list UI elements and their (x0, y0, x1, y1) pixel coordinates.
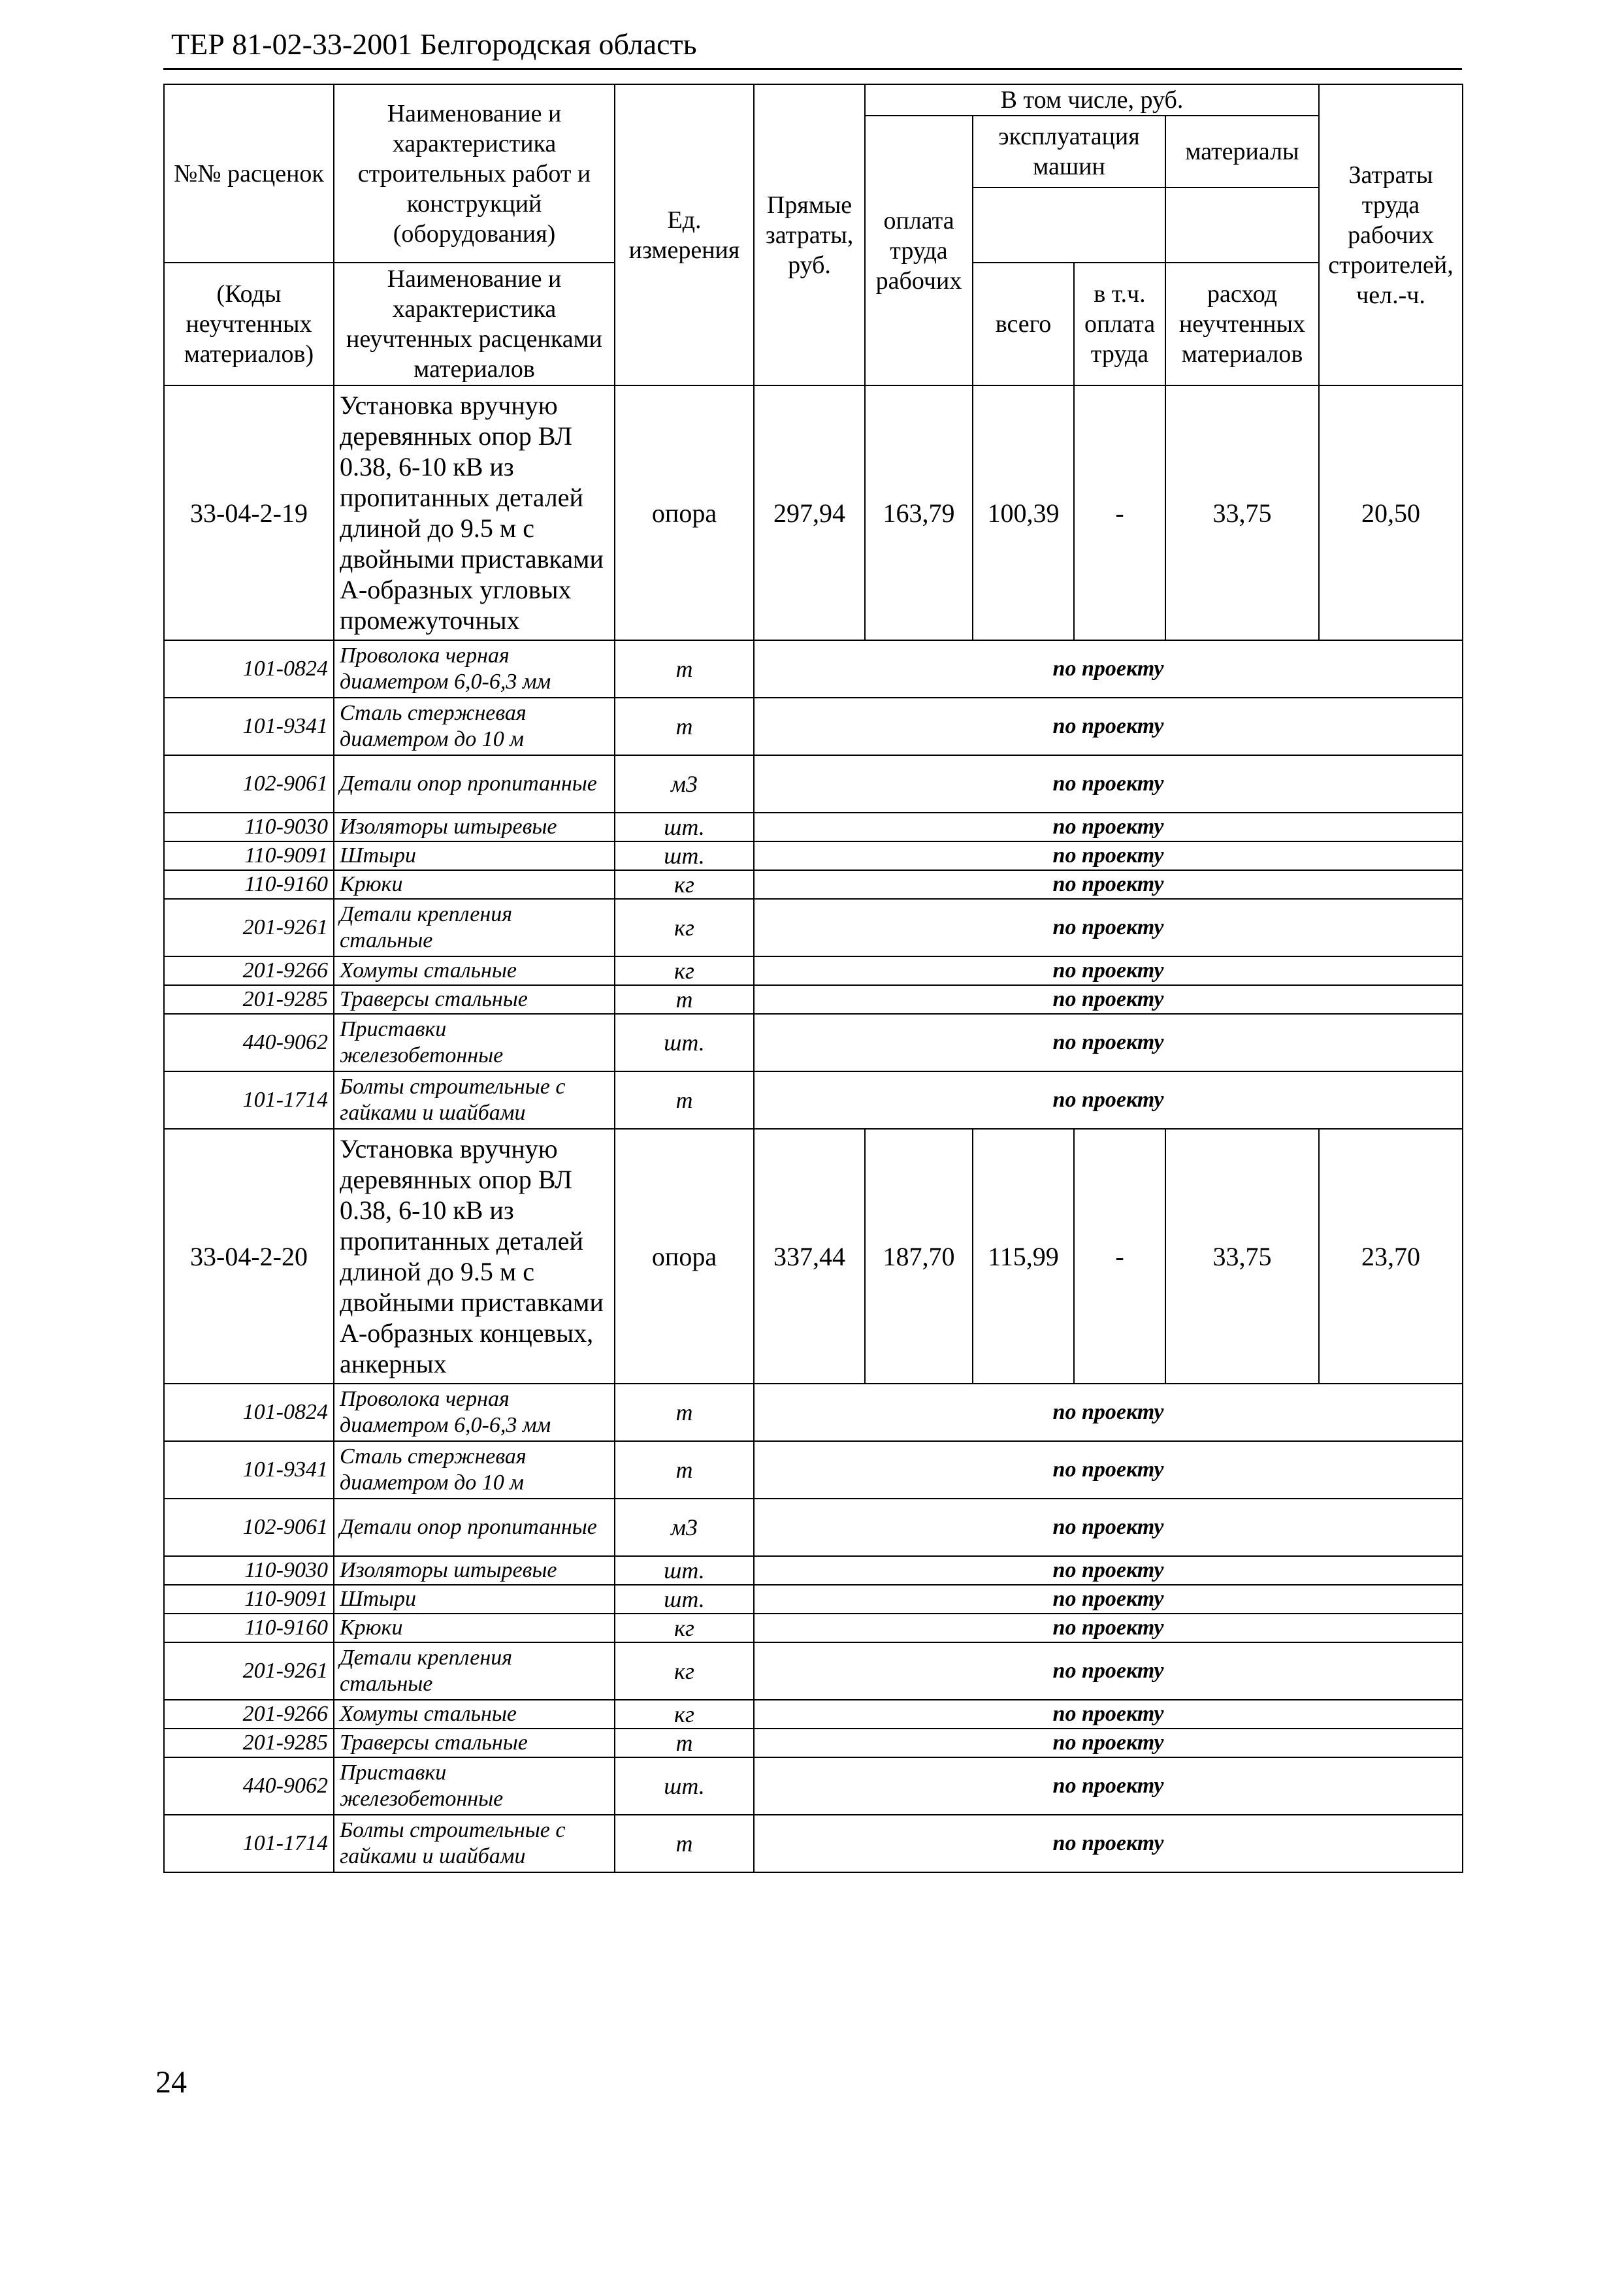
material-note: по проекту (754, 899, 1463, 956)
material-code: 201-9261 (164, 899, 334, 956)
material-code: 201-9266 (164, 956, 334, 985)
material-row (164, 1556, 1463, 1585)
rate-name: Установка вручную деревянных опор ВЛ 0.38, 6-10 кВ из пропитанных деталей длиной до 9.5 м с двойными приставками А-образных угловых промежуточных (334, 385, 615, 640)
material-code: 101-1714 (164, 1815, 334, 1872)
material-code: 110-9030 (164, 813, 334, 841)
material-unit: шт. (615, 1757, 754, 1815)
material-unit: т (615, 1441, 754, 1499)
rate-machines-wages: - (1074, 385, 1165, 640)
material-unit: м3 (615, 755, 754, 813)
material-code: 101-1714 (164, 1071, 334, 1129)
material-note: по проекту (754, 956, 1463, 985)
material-name: Проволока черная диаметром 6,0-6,3 мм (334, 640, 615, 698)
page-number: 24 (155, 2065, 187, 2100)
material-note: по проекту (754, 1384, 1463, 1441)
material-row (164, 1441, 1463, 1499)
material-unit: кг (615, 1700, 754, 1729)
material-row (164, 841, 1463, 870)
rate-code: 33-04-2-20 (164, 1129, 334, 1384)
material-name: Крюки (334, 870, 615, 899)
material-code: 101-0824 (164, 1384, 334, 1441)
header-including: В том числе, руб. (865, 84, 1319, 116)
header-wages: оплата труда рабочих (865, 116, 973, 385)
header-machines-spacer (973, 187, 1165, 263)
material-row (164, 698, 1463, 755)
header-machines-wages: в т.ч. оплата труда (1074, 263, 1165, 385)
material-row (164, 1642, 1463, 1700)
rate-materials: 33,75 (1165, 1129, 1319, 1384)
material-name: Детали крепления стальные (334, 899, 615, 956)
material-unit: шт. (615, 1556, 754, 1585)
material-unit: т (615, 698, 754, 755)
rate-wages: 163,79 (865, 385, 973, 640)
rate-unit: опора (615, 385, 754, 640)
header-name-unaccounted: Наименование и характеристика неучтенных расценками материалов (334, 263, 615, 385)
material-name: Детали опор пропитанные (334, 755, 615, 813)
rate-direct-costs: 337,44 (754, 1129, 865, 1384)
material-code: 101-0824 (164, 640, 334, 698)
material-note: по проекту (754, 870, 1463, 899)
header-labor: Затраты труда рабочих строителей, чел.-ч. (1319, 84, 1463, 385)
material-note: по проекту (754, 1757, 1463, 1815)
page-header: ТЕР 81-02-33-2001 Белгородская область (171, 27, 697, 61)
material-code: 201-9285 (164, 1729, 334, 1757)
rate-unit: опора (615, 1129, 754, 1384)
material-row (164, 1729, 1463, 1757)
material-unit: кг (615, 899, 754, 956)
material-unit: т (615, 985, 754, 1014)
material-name: Болты строительные с гайками и шайбами (334, 1071, 615, 1129)
material-code: 102-9061 (164, 755, 334, 813)
rate-labor: 23,70 (1319, 1129, 1463, 1384)
material-note: по проекту (754, 1614, 1463, 1642)
header-machines-total: всего (973, 263, 1074, 385)
material-name: Изоляторы штыревые (334, 813, 615, 841)
rate-materials: 33,75 (1165, 385, 1319, 640)
material-note: по проекту (754, 985, 1463, 1014)
material-name: Приставки железобетонные (334, 1014, 615, 1071)
rate-code: 33-04-2-19 (164, 385, 334, 640)
material-code: 201-9285 (164, 985, 334, 1014)
material-row (164, 1499, 1463, 1556)
material-name: Проволока черная диаметром 6,0-6,3 мм (334, 1384, 615, 1441)
material-unit: шт. (615, 1585, 754, 1614)
rate-row (164, 1129, 1463, 1384)
material-unit: кг (615, 956, 754, 985)
material-unit: кг (615, 1642, 754, 1700)
material-name: Сталь стержневая диаметром до 10 м (334, 1441, 615, 1499)
material-code: 201-9261 (164, 1642, 334, 1700)
table-body (164, 385, 1463, 1872)
table-header (164, 84, 1463, 385)
rate-labor: 20,50 (1319, 385, 1463, 640)
material-name: Штыри (334, 841, 615, 870)
material-note: по проекту (754, 1556, 1463, 1585)
material-name: Детали крепления стальные (334, 1642, 615, 1700)
material-note: по проекту (754, 841, 1463, 870)
rate-wages: 187,70 (865, 1129, 973, 1384)
header-unit: Ед. измерения (615, 84, 754, 385)
material-row (164, 813, 1463, 841)
rate-row (164, 385, 1463, 640)
material-unit: т (615, 1384, 754, 1441)
material-code: 110-9030 (164, 1556, 334, 1585)
material-code: 110-9091 (164, 841, 334, 870)
material-row (164, 1815, 1463, 1872)
material-unit: шт. (615, 1014, 754, 1071)
material-unit: шт. (615, 841, 754, 870)
material-note: по проекту (754, 755, 1463, 813)
rate-machines-total: 100,39 (973, 385, 1074, 640)
material-row (164, 1700, 1463, 1729)
header-divider (163, 68, 1462, 70)
material-name: Крюки (334, 1614, 615, 1642)
material-note: по проекту (754, 1585, 1463, 1614)
material-row (164, 1757, 1463, 1815)
material-code: 201-9266 (164, 1700, 334, 1729)
header-materials-spacer (1165, 187, 1319, 263)
material-code: 110-9160 (164, 870, 334, 899)
material-unit: кг (615, 870, 754, 899)
material-note: по проекту (754, 1815, 1463, 1872)
header-direct-costs: Прямые затраты, руб. (754, 84, 865, 385)
material-row (164, 870, 1463, 899)
header-machines: эксплуатация машин (973, 116, 1165, 187)
material-note: по проекту (754, 1071, 1463, 1129)
rate-machines-wages: - (1074, 1129, 1165, 1384)
material-name: Сталь стержневая диаметром до 10 м (334, 698, 615, 755)
material-code: 101-9341 (164, 698, 334, 755)
header-code: №№ расценок (164, 84, 334, 263)
material-name: Штыри (334, 1585, 615, 1614)
material-name: Приставки железобетонные (334, 1757, 615, 1815)
material-name: Болты строительные с гайками и шайбами (334, 1815, 615, 1872)
material-unit: м3 (615, 1499, 754, 1556)
material-name: Хомуты стальные (334, 1700, 615, 1729)
header-materials-unaccounted: расход неучтенных материалов (1165, 263, 1319, 385)
material-note: по проекту (754, 1700, 1463, 1729)
material-code: 102-9061 (164, 1499, 334, 1556)
material-unit: шт. (615, 813, 754, 841)
material-note: по проекту (754, 1729, 1463, 1757)
material-row (164, 1585, 1463, 1614)
material-row (164, 1384, 1463, 1441)
material-unit: кг (615, 1614, 754, 1642)
rates-table (163, 84, 1463, 1873)
material-row (164, 1014, 1463, 1071)
material-note: по проекту (754, 1014, 1463, 1071)
material-row (164, 1614, 1463, 1642)
material-unit: т (615, 640, 754, 698)
material-code: 110-9091 (164, 1585, 334, 1614)
header-codes-unaccounted: (Коды неучтенных материалов) (164, 263, 334, 385)
material-row (164, 956, 1463, 985)
material-note: по проекту (754, 698, 1463, 755)
rate-direct-costs: 297,94 (754, 385, 865, 640)
material-row (164, 755, 1463, 813)
material-note: по проекту (754, 640, 1463, 698)
material-note: по проекту (754, 1441, 1463, 1499)
material-name: Хомуты стальные (334, 956, 615, 985)
material-row (164, 1071, 1463, 1129)
material-code: 110-9160 (164, 1614, 334, 1642)
material-name: Изоляторы штыревые (334, 1556, 615, 1585)
material-note: по проекту (754, 1499, 1463, 1556)
header-name: Наименование и характеристика строительных работ и конструкций (оборудования) (334, 84, 615, 263)
material-code: 440-9062 (164, 1757, 334, 1815)
material-note: по проекту (754, 1642, 1463, 1700)
material-row (164, 640, 1463, 698)
material-unit: т (615, 1071, 754, 1129)
material-row (164, 899, 1463, 956)
material-note: по проекту (754, 813, 1463, 841)
rate-name: Установка вручную деревянных опор ВЛ 0.38, 6-10 кВ из пропитанных деталей длиной до 9.5 м с двойными приставками А-образных концевых, анкерных (334, 1129, 615, 1384)
material-name: Детали опор пропитанные (334, 1499, 615, 1556)
material-name: Траверсы стальные (334, 1729, 615, 1757)
material-code: 101-9341 (164, 1441, 334, 1499)
header-materials: материалы (1165, 116, 1319, 187)
material-unit: т (615, 1729, 754, 1757)
material-name: Траверсы стальные (334, 985, 615, 1014)
material-row (164, 985, 1463, 1014)
rate-machines-total: 115,99 (973, 1129, 1074, 1384)
material-unit: т (615, 1815, 754, 1872)
material-code: 440-9062 (164, 1014, 334, 1071)
